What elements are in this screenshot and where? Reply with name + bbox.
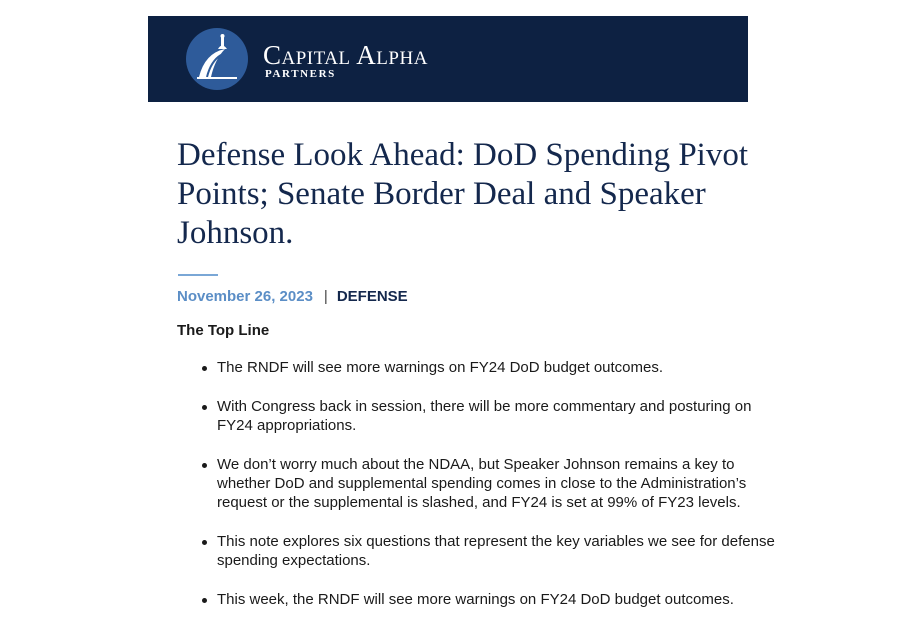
meta-separator: | <box>323 288 328 305</box>
title-divider <box>178 274 218 276</box>
article-title: Defense Look Ahead: DoD Spending Pivot Points; Senate Border Deal and Speaker Johnson. <box>177 137 749 251</box>
article-meta <box>177 288 408 305</box>
article-category: DEFENSE <box>336 288 408 305</box>
bullet-item: With Congress back in session, there will be more commentary and posturing on FY24 appropriations. <box>217 397 777 435</box>
bullet-item: This week, the RNDF will see more warnings on FY24 DoD budget outcomes. <box>217 590 777 609</box>
bullet-item: This note explores six questions that represent the key variables we see for defense spending expectations. <box>217 532 777 570</box>
brand-subtitle: PARTNERS <box>265 68 336 80</box>
bullet-item: We don’t worry much about the NDAA, but Speaker Johnson remains a key to whether DoD and supplemental spending comes in close to the Administration’s request or the supplemental is slashed, and FY24 is set at 99% of FY23 levels. <box>217 455 777 512</box>
section-heading: The Top Line <box>177 322 270 339</box>
header-banner <box>148 16 748 102</box>
bullet-item: The RNDF will see more warnings on FY24 DoD budget outcomes. <box>217 358 777 377</box>
brand-name: Capital Alpha <box>263 40 428 70</box>
bullet-list <box>217 358 777 629</box>
article-date: November 26, 2023 <box>177 288 313 305</box>
capitol-dome-icon <box>185 27 249 91</box>
